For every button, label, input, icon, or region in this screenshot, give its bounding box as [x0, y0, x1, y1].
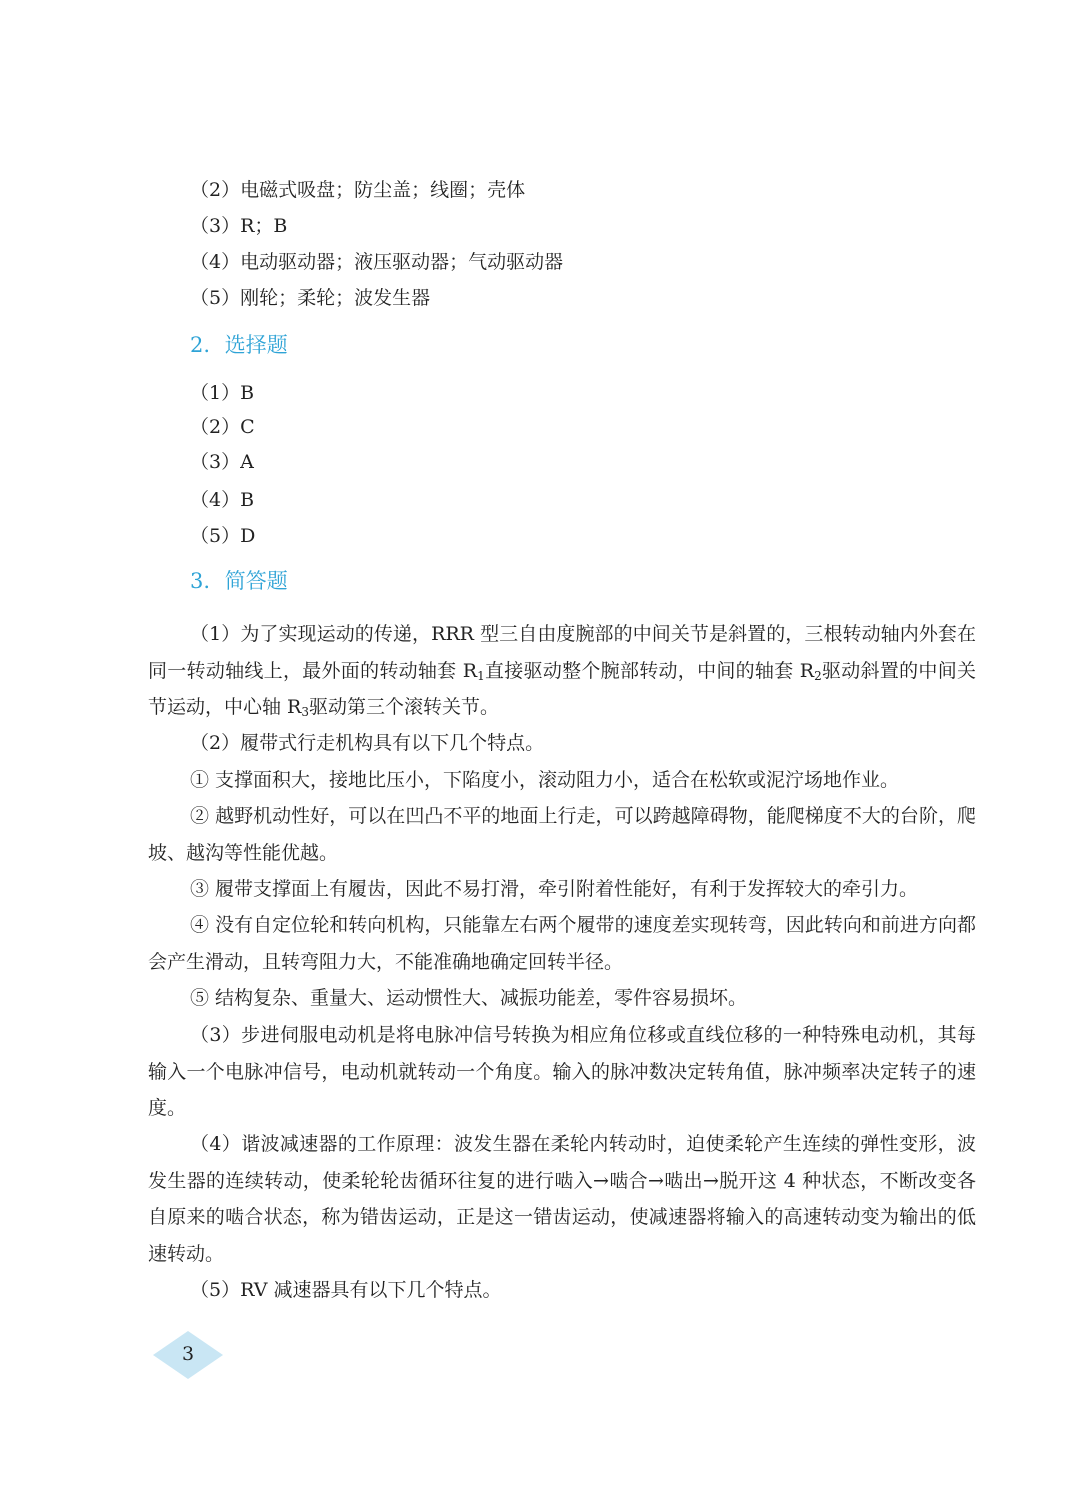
page-number: 3 [181, 1343, 195, 1365]
choice-answer-5: （5）D [190, 525, 256, 547]
short-answer-4: （4）谐波减速器的工作原理：波发生器在柔轮内转动时，迫使柔轮产生连续的弹性变形，波发生器的连续转动，使柔轮轮齿循环往复的进行啮入→啮合→啮出→脱开这 4 种状态，不断改变各自原来的啮合状态，称为错齿运动，正是这一错齿运动，使减速器将输入的高速转动变为输出的低速转动。 [148, 1133, 976, 1265]
choice-answer-1: （1）B [190, 382, 255, 404]
subscript: 3 [301, 705, 309, 720]
section-title: 选择题 [224, 333, 288, 357]
section-heading-short-answer [190, 568, 288, 594]
short-answer-5-intro: （5）RV 减速器具有以下几个特点。 [190, 1279, 502, 1301]
answer-text: （1）为了实现运动的传递，RRR 型三自由度腕部的中间关节是斜置的，三根转动轴内外套在同一转动轴线上，最外面的转动轴套 R [148, 623, 976, 682]
answer-text: 驱动斜置的中间关节运动，中心轴 R [148, 659, 976, 719]
fill-answer-5: （5）刚轮；柔轮；波发生器 [190, 287, 431, 309]
short-answer-2-point-4: ④ 没有自定位轮和转向机构，只能靠左右两个履带的速度差实现转弯，因此转向和前进方向都会产生滑动，且转弯阻力大，不能准确地确定回转半径。 [148, 914, 976, 973]
choice-answer-3: （3）A [190, 451, 254, 473]
short-answer-2-point-1: ① 支撑面积大，接地比压小，下陷度小，滚动阻力小，适合在松软或泥泞场地作业。 [190, 769, 900, 791]
page-number-badge [152, 1329, 224, 1381]
choice-answer-2: （2）C [190, 416, 255, 438]
answer-text: 驱动第三个滚转关节。 [309, 696, 500, 719]
short-answer-2-point-2: ② 越野机动性好，可以在凹凸不平的地面上行走，可以跨越障碍物，能爬梯度不大的台阶，爬坡、越沟等性能优越。 [148, 805, 976, 864]
choice-answer-4: （4）B [190, 489, 255, 511]
short-answer-3: （3）步进伺服电动机是将电脉冲信号转换为相应角位移或直线位移的一种特殊电动机，其每输入一个电脉冲信号，电动机就转动一个角度。输入的脉冲数决定转角值，脉冲频率决定转子的速度。 [148, 1024, 976, 1120]
answer-text: 直接驱动整个腕部转动，中间的轴套 R [484, 659, 815, 682]
section-heading-choice [190, 332, 288, 358]
subscript: 2 [814, 668, 822, 683]
short-answer-2-point-3: ③ 履带支撑面上有履齿，因此不易打滑，牵引附着性能好，有利于发挥较大的牵引力。 [190, 878, 919, 900]
short-answer-1 [148, 616, 976, 726]
short-answer-2-point-5: ⑤ 结构复杂、重量大、运动惯性大、减振功能差，零件容易损坏。 [190, 987, 748, 1009]
fill-answer-2: （2）电磁式吸盘；防尘盖；线圈；壳体 [190, 179, 526, 201]
fill-answer-4: （4）电动驱动器；液压驱动器；气动驱动器 [190, 251, 564, 273]
fill-answer-3: （3）R；B [190, 215, 288, 237]
subscript: 1 [477, 668, 485, 683]
short-answer-2-intro: （2）履带式行走机构具有以下几个特点。 [190, 732, 545, 754]
section-title: 简答题 [224, 569, 288, 593]
section-number: 3. [190, 569, 211, 593]
section-number: 2. [190, 333, 211, 357]
